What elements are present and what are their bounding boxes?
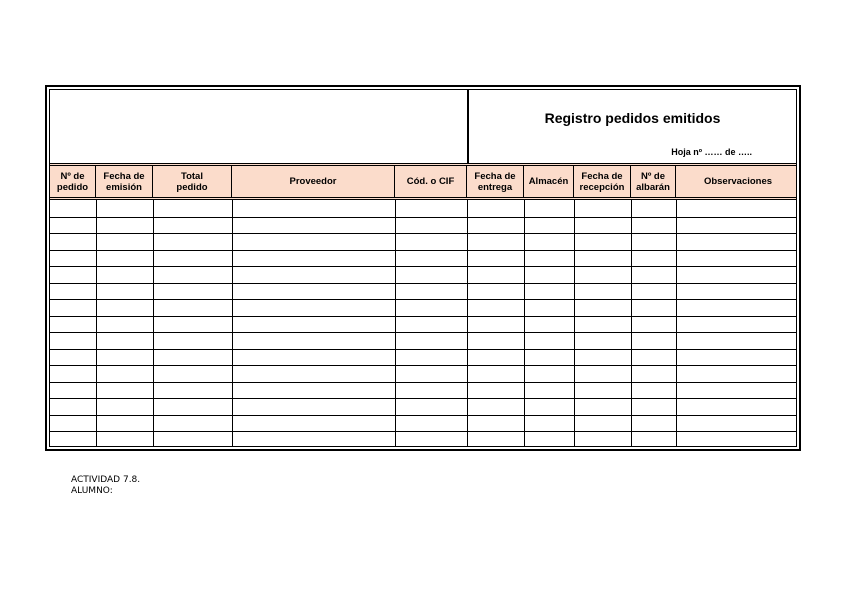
student-label: ALUMNO: [71, 486, 113, 496]
order-register-form [45, 85, 801, 451]
column-header-line: Fecha de [103, 170, 145, 182]
activity-label: ACTIVIDAD 7.8. [71, 475, 141, 485]
column-header-fecha-entrega [467, 166, 524, 197]
column-divider [574, 200, 575, 446]
column-header-line: Fecha de [581, 170, 623, 182]
column-header-almacen [524, 166, 574, 197]
column-header-line: pedido [56, 181, 89, 193]
column-header-line: Total [180, 170, 203, 182]
column-divider [524, 200, 525, 446]
column-header-line: Almacén [528, 176, 569, 187]
column-header-total-pedido [153, 166, 232, 197]
column-header-proveedor [232, 166, 395, 197]
column-header-line: Proveedor [289, 176, 337, 187]
table-row-divider [50, 332, 796, 333]
title-block [467, 90, 796, 163]
column-header-line: entrega [477, 181, 513, 193]
column-divider [232, 200, 233, 446]
column-divider [631, 200, 632, 446]
table-body [50, 200, 796, 446]
column-header-fecha-recepcion [574, 166, 631, 197]
column-header-fecha-emision [96, 166, 153, 197]
column-header-line: emisión [106, 181, 142, 193]
table-row-divider [50, 415, 796, 416]
column-header-line: Nº de [60, 170, 85, 182]
table-row-divider [50, 217, 796, 218]
form-inner-border [49, 89, 797, 447]
column-header-num-albaran [631, 166, 676, 197]
column-divider [467, 200, 468, 446]
table-row-divider [50, 398, 796, 399]
column-header-line: Nº de [640, 170, 666, 182]
sheet-number-label: Hoja nº …… de ….. [671, 147, 752, 157]
column-header-cod-cif [395, 166, 467, 197]
table-row-divider [50, 382, 796, 383]
column-divider [153, 200, 154, 446]
column-header-line: Observaciones [703, 176, 773, 187]
column-header-line: Cód. o CIF [406, 176, 455, 187]
column-header-line: Fecha de [474, 170, 516, 182]
table-row-divider [50, 250, 796, 251]
table-row-divider [50, 349, 796, 350]
table-row-divider [50, 316, 796, 317]
column-header-line: recepción [579, 181, 625, 193]
table-row-divider [50, 283, 796, 284]
table-row-divider [50, 299, 796, 300]
table-row-divider [50, 266, 796, 267]
table-header-row [50, 163, 796, 200]
column-divider [96, 200, 97, 446]
footer [71, 475, 140, 497]
column-header-line: albarán [636, 181, 670, 193]
column-header-observaciones [676, 166, 800, 197]
column-header-num-pedido [50, 166, 96, 197]
form-title: Registro pedidos emitidos [544, 110, 721, 126]
table-row-divider [50, 431, 796, 432]
column-divider [395, 200, 396, 446]
table-row-divider [50, 365, 796, 366]
column-header-line: pedido [176, 181, 208, 193]
table-row-divider [50, 233, 796, 234]
column-divider [676, 200, 677, 446]
